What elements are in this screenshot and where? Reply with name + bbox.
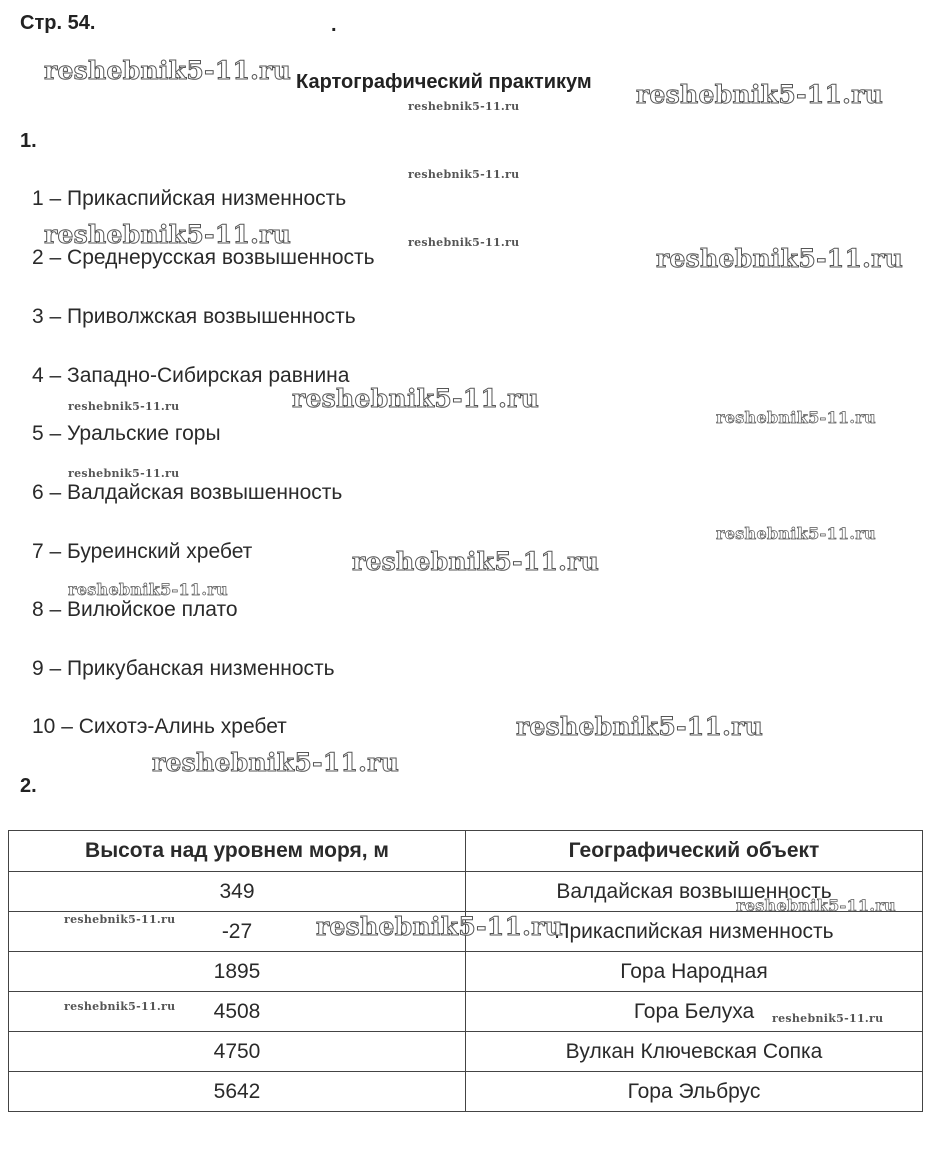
watermark: reshebnik5-11.ru [44,56,292,85]
list-item: 8 – Вилюйское плато [32,598,238,621]
watermark: reshebnik5-11.ru [656,244,904,273]
watermark: reshebnik5-11.ru [316,912,564,941]
object-cell: Прикаспийская низменность [466,912,923,952]
list-item: 5 – Уральские горы [32,422,221,445]
watermark: reshebnik5-11.ru [292,384,540,413]
height-cell: 4508 [9,992,466,1032]
list-item: 6 – Валдайская возвышенность [32,481,343,504]
header-dot: . [331,14,337,36]
object-cell: Гора Эльбрус [466,1072,923,1112]
table-header-row [9,831,923,872]
list-item: 1 – Прикаспийская низменность [32,187,347,210]
watermark: reshebnik5-11.ru [352,547,600,576]
list-item: 10 – Сихотэ-Алинь хребет [32,715,287,738]
watermark: reshebnik5-11.ru [736,896,896,915]
watermark: reshebnik5-11.ru [408,100,520,113]
object-cell: Гора Белуха [466,992,923,1032]
watermark: reshebnik5-11.ru [408,168,520,181]
watermark: reshebnik5-11.ru [64,1000,176,1013]
watermark: reshebnik5-11.ru [68,580,228,599]
table-row [9,952,923,992]
column-header-object: Географический объект [466,831,923,872]
watermark: reshebnik5-11.ru [408,236,520,249]
section-2-number: 2. [20,775,37,797]
object-cell: Гора Народная [466,952,923,992]
page-reference: Стр. 54. [20,12,96,34]
column-header-height: Высота над уровнем моря, м [9,831,466,872]
height-cell: 349 [9,872,466,912]
height-cell: -27 [9,912,466,952]
height-cell: 1895 [9,952,466,992]
watermark: reshebnik5-11.ru [68,400,180,413]
watermark: reshebnik5-11.ru [152,748,400,777]
height-cell: 5642 [9,1072,466,1112]
watermark: reshebnik5-11.ru [636,80,884,109]
section-1-number: 1. [20,130,37,152]
elevation-table [8,830,923,1112]
list-item: 7 – Буреинский хребет [32,540,253,563]
list-item: 4 – Западно-Сибирская равнина [32,364,350,387]
list-item: 2 – Среднерусская возвышенность [32,246,375,269]
table-row [9,1032,923,1072]
object-cell: Вулкан Ключевская Сопка [466,1032,923,1072]
page-title: Картографический практикум [296,71,592,93]
watermark: reshebnik5-11.ru [772,1012,884,1025]
height-cell: 4750 [9,1032,466,1072]
list-item: 9 – Прикубанская низменность [32,657,335,680]
list-item: 3 – Приволжская возвышенность [32,305,356,328]
table-row [9,1072,923,1112]
watermark: reshebnik5-11.ru [64,913,176,926]
object-cell: Валдайская возвышенность [466,872,923,912]
watermark: reshebnik5-11.ru [68,467,180,480]
watermark: reshebnik5-11.ru [516,712,764,741]
watermark: reshebnik5-11.ru [44,220,292,249]
watermark: reshebnik5-11.ru [716,408,876,427]
watermark: reshebnik5-11.ru [716,524,876,543]
